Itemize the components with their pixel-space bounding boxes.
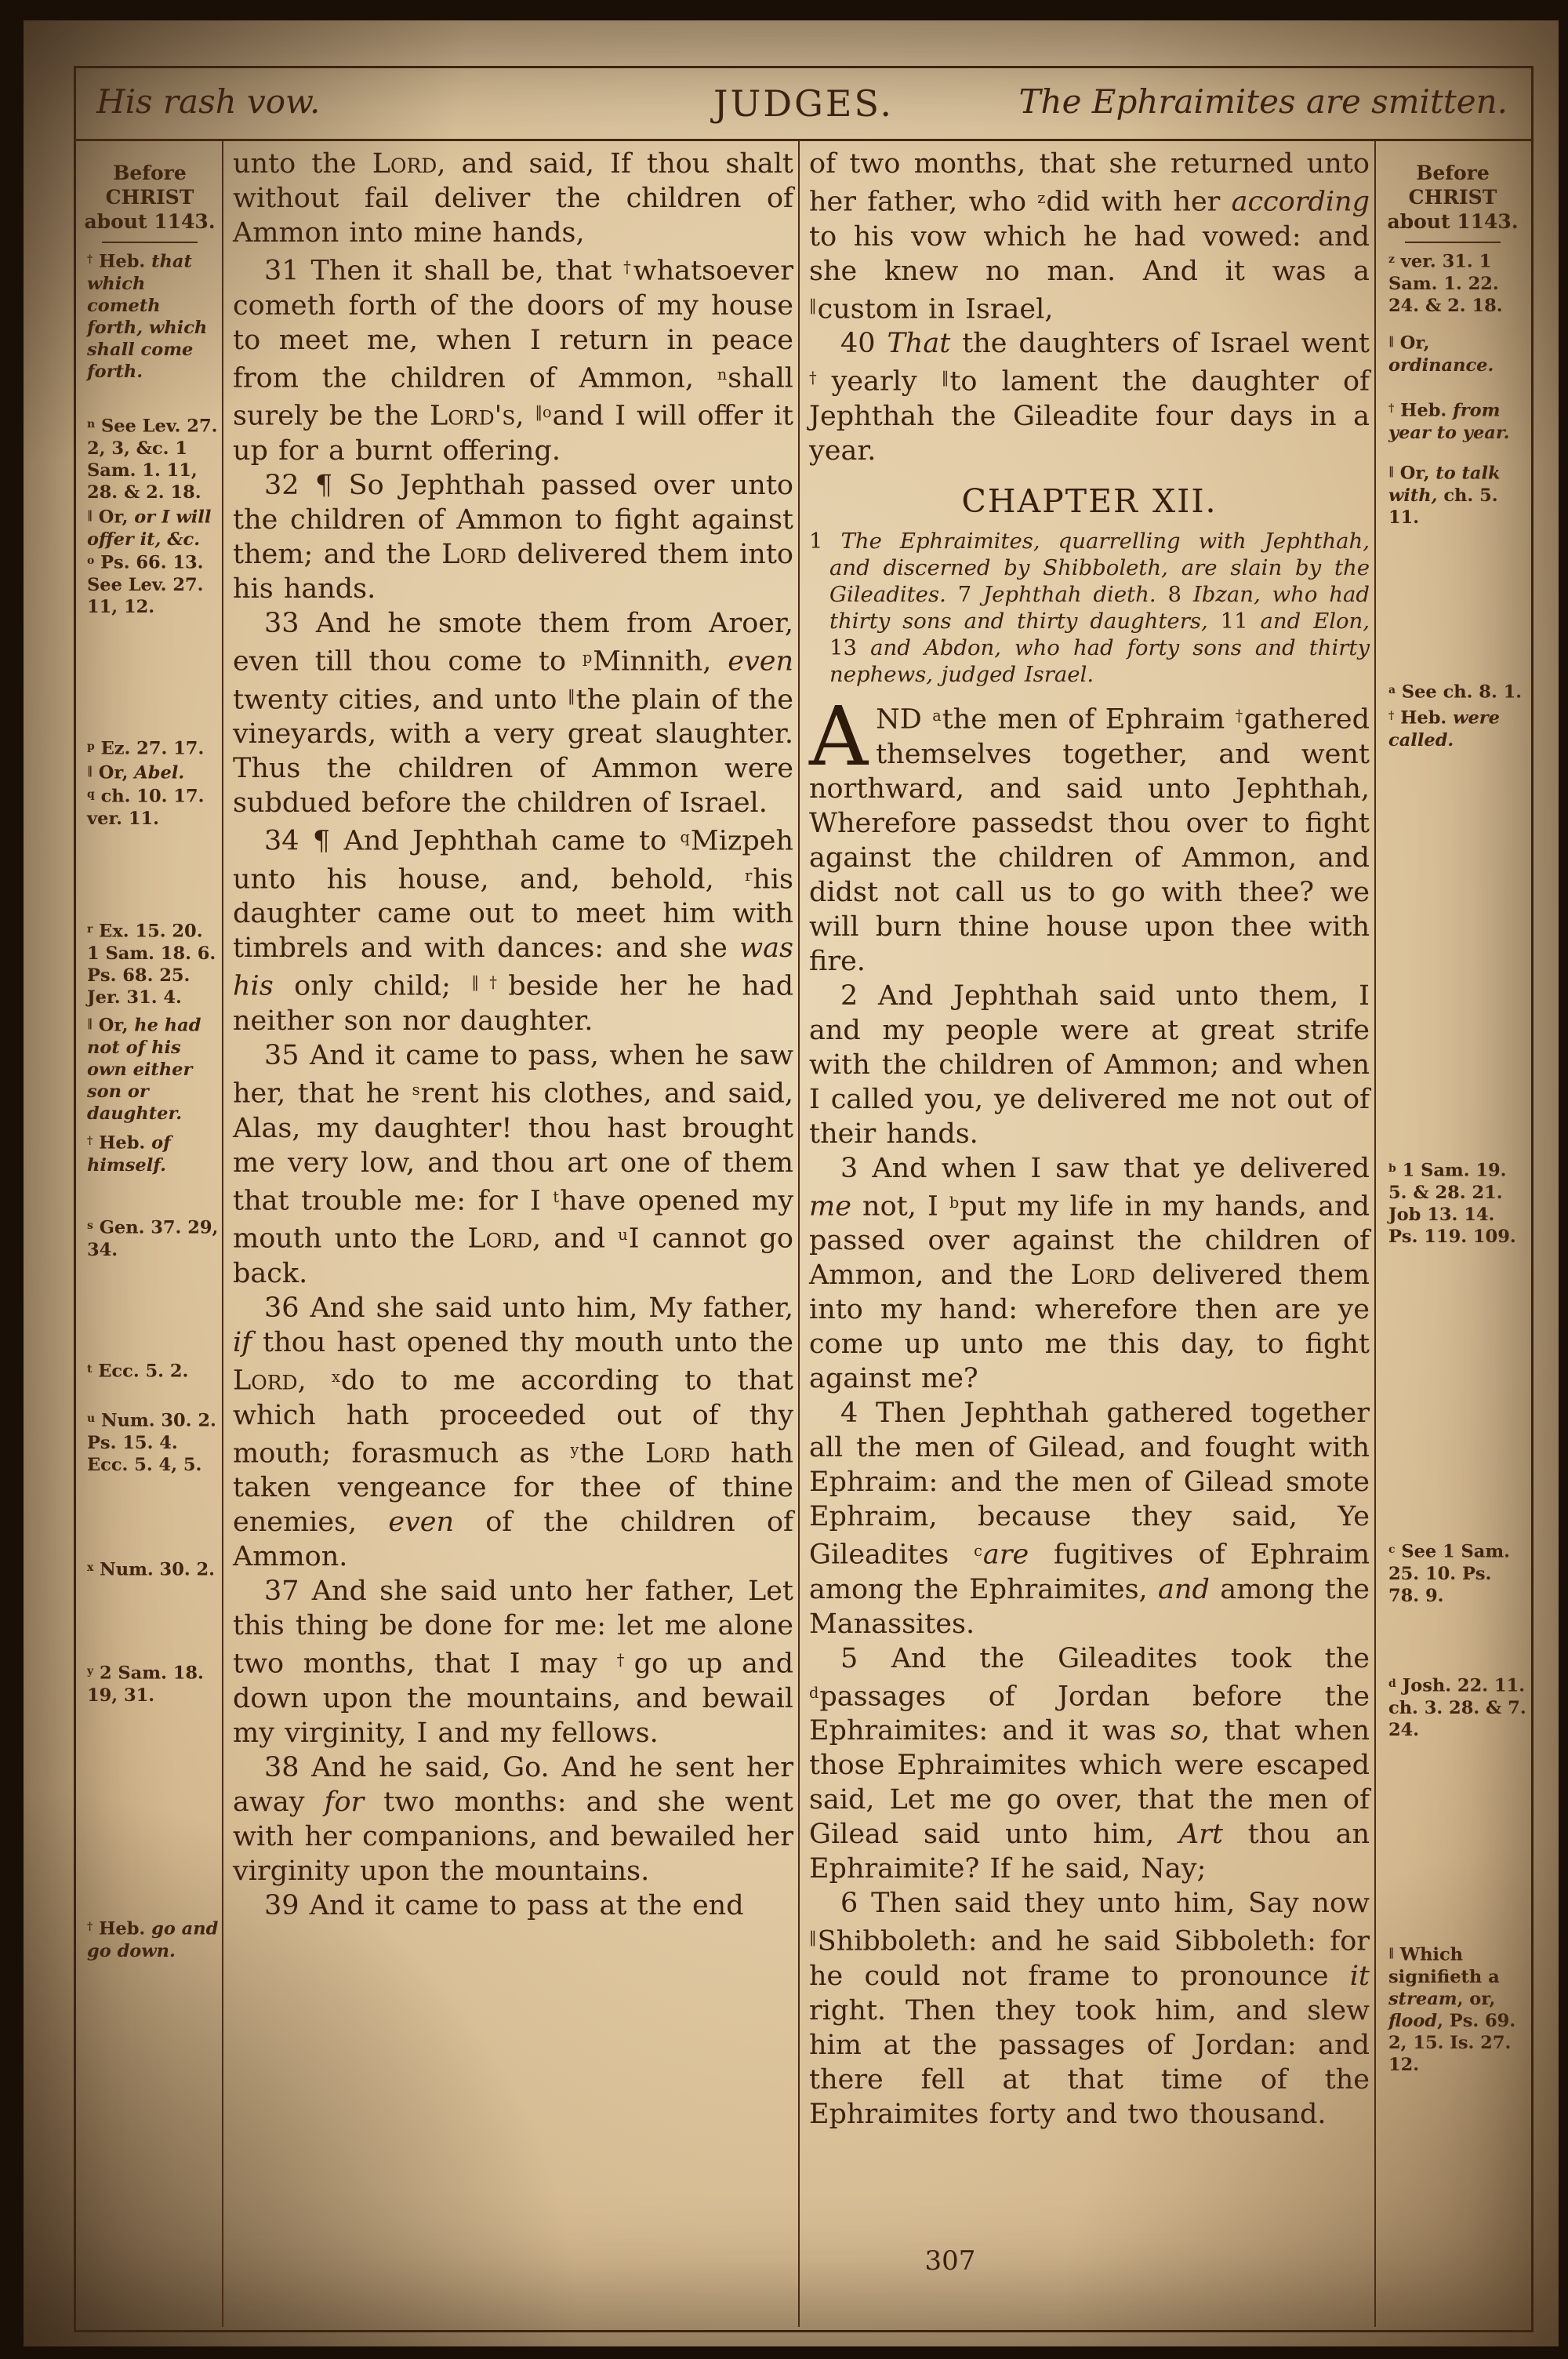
verse-39-partial: 39 And it came to pass at the end (264, 1889, 744, 1921)
drop-cap-A: A (809, 688, 869, 784)
chapter-heading: CHAPTER XII. (961, 482, 1218, 520)
verse-2: 2 And Jephthah said unto them, I and my people were at great strife with the children of Ammon; and when I called you, ye delivered me not out of their hands. (809, 980, 1370, 1150)
margin-note: ‖ Or, or I will offer it, &c. (87, 507, 212, 550)
right-margin-notes (1388, 68, 1526, 2330)
margin-note: ‖ Which signifieth a stream, or, flood, Ps. 69. 2, 15. Is. 27. 12. (1388, 1944, 1516, 2075)
verse-6: 6 Then said they unto him, Say now ‖Shibboleth: and he said Sibboleth: for he could not frame to pronounce it right. Then they took him, and slew him at the passages of Jordan: and there fell at that time of the Ephraimites forty and two thousand. (809, 1888, 1370, 2130)
book-page-photo (24, 20, 1559, 2346)
verse-30-continuation: unto the Lord, and said, If thou shalt without fail deliver the children of Ammon into mine hands, (233, 148, 793, 249)
verse-40: 40 That the daughters of Israel went †yearly ‖to lament the daughter of Jephthah the Gileadite four days in a year. (809, 328, 1370, 467)
running-head-right: The Ephraimites are smitten. (1018, 82, 1508, 121)
left-margin-notes (87, 68, 219, 2330)
margin-note: $^p$ Ez. 27. 17. (87, 738, 205, 759)
margin-note: $^a$ See ch. 8. 1. (1388, 682, 1523, 703)
running-head-left: His rash vow. (96, 82, 321, 121)
right-text-column (809, 147, 1370, 2132)
verse-32: 32 ¶ So Jephthah passed over unto the children of Ammon to fight against them; and the Lord delivered them into his hands. (233, 469, 793, 605)
running-head (76, 82, 1531, 137)
margin-note: $^c$ See 1 Sam. 25. 10. Ps. 78. 9. (1388, 1541, 1511, 1606)
bc-line: Before (113, 162, 187, 184)
margin-note: † Heb. were called. (1388, 707, 1500, 751)
verse-3: 3 And when I saw that ye delivered me not, I $^b$put my life in my hands, and passed over against the children of Ammon, and the Lord delivered them into my hand: wherefore then are ye come up unto me this day, to fight against me? (809, 1152, 1370, 1395)
column-rule-left (222, 140, 223, 2327)
margin-note: $^r$ Ex. 15. 20. 1 Sam. 18. 6. Ps. 68. 25. Jer. 31. 4. (87, 921, 216, 1008)
margin-note: $^q$ ch. 10. 17. ver. 11. (87, 786, 205, 829)
verse-35: 35 And it came to pass, when he saw her, that he $^s$rent his clothes, and said, Alas, my daughter! thou hast brought me very low, and thou art one of them that trouble me: for I $^t$have opened my mouth unto the Lord, and $^u$I cannot go back. (233, 1040, 794, 1289)
page-number: 307 (924, 2245, 976, 2277)
margin-note: ‖ Or, to talk with, ch. 5. 11. (1388, 463, 1501, 528)
verse-5: 5 And the Gileadites took the $^d$passages of Jordan before the Ephraimites: and it was so, that when those Ephraimites which were escaped said, Let me go over, that the men of Gilead said unto him, Art thou an Ephraimite? If he said, Nay; (809, 1642, 1370, 1885)
margin-note: ‖ Or, Abel. (87, 762, 185, 783)
margin-note: † Heb. from year to year. (1388, 400, 1510, 443)
verse-39-continuation: of two months, that she returned unto her father, who $^z$did with her according to his vow which he had vowed: and she knew no man. And it was a ‖custom in Israel, (809, 148, 1370, 325)
bc-line: CHRIST (105, 186, 194, 209)
margin-note: $^t$ Ecc. 5. 2. (87, 1361, 189, 1382)
margin-note: $^z$ ver. 31. 1 Sam. 1. 22. 24. & 2. 18. (1388, 251, 1503, 316)
running-head-center: JUDGES. (713, 82, 894, 125)
left-text-column (233, 147, 793, 1923)
verse-37: 37 And she said unto her father, Let this thing be done for me: let me alone two months, that I may †go up and down upon the mountains, and bewail my virginity, I and my fellows. (233, 1576, 793, 1749)
bc-line: about 1143. (1387, 210, 1519, 233)
bc-line: about 1143. (84, 210, 216, 233)
bc-line: CHRIST (1408, 186, 1497, 209)
margin-note: ‖ Or, ordinance. (1388, 333, 1494, 376)
verse-31: 31 Then it shall be, that †whatsoever cometh forth of the doors of my house to meet me, when I return in peace from the children of Ammon, $^n$shall surely be the Lord's, $^{‖o}$and I will offer it up for a burnt offering. (233, 255, 794, 467)
bc-line: Before (1416, 162, 1490, 184)
margin-note: $^b$ 1 Sam. 19. 5. & 28. 21. Job 13. 14. Ps. 119. 109. (1388, 1160, 1516, 1247)
margin-note: $^n$ See Lev. 27. 2, 3, &c. 1 Sam. 1. 11, 28. & 2. 18. (87, 416, 218, 503)
margin-note: † Heb. go and go down. (87, 1918, 219, 1961)
column-rule-center (798, 140, 800, 2327)
margin-note: $^s$ Gen. 37. 29, 34. (87, 1217, 219, 1260)
verse-1-dropcap: AND $^a$the men of Ephraim †gathered themselves together, and went northward, and said unto Jephthah, Wherefore passedst thou over to fight against the children of Ammon, and didst not call us to go with thee? we will burn thine house upon thee with fire. (809, 688, 1370, 977)
page-sheet (74, 66, 1534, 2332)
header-rule (75, 139, 1532, 141)
verse-4: 4 Then Jephthah gathered together all the men of Gilead, and fought with Ephraim: and the men of Gilead smote Ephraim, because they said, Ye Gileadites $^c$are fugitives of Ephraim among the Ephraimites, and among the Manassites. (809, 1398, 1370, 1640)
chapter-summary: 1 The Ephraimites, quarrelling with Jephthah, and discerned by Shibboleth, are slain by the Gileadites. 7 Jephthah dieth. 8 Ibzan, who had thirty sons and thirty daughters, 11 and Elon, 13 and Abdon, who had forty sons and thirty nephews, judged Israel. (809, 528, 1370, 687)
margin-note: $^o$ Ps. 66. 13. See Lev. 27. 11, 12. (87, 552, 204, 617)
margin-note: $^d$ Josh. 22. 11. ch. 3. 28. & 7. 24. (1388, 1675, 1526, 1740)
verse-34: 34 ¶ And Jephthah came to $^q$Mizpeh unto his house, and, behold, $^r$his daughter came out to meet him with timbrels and with dances: and she was his only child; ‖†beside her he had neither son nor daughter. (233, 825, 794, 1037)
margin-note: $^u$ Num. 30. 2. Ps. 15. 4. Ecc. 5. 4, 5. (87, 1410, 216, 1475)
column-rule-right (1374, 140, 1376, 2327)
verse-36: 36 And she said unto him, My father, if thou hast opened thy mouth unto the Lord, $^x$do to me according to that which hath proceeded out of thy mouth; forasmuch as $^y$the Lord hath taken vengeance for thee of thine enemies, even of the children of Ammon. (233, 1292, 793, 1573)
margin-note: $^x$ Num. 30. 2. (87, 1559, 216, 1580)
margin-note: $^y$ 2 Sam. 18. 19, 31. (87, 1663, 204, 1706)
margin-note: ‖ Or, he had not of his own either son or daughter. (87, 1015, 201, 1124)
verse-33: 33 And he smote them from Aroer, even till thou come to $^p$Minnith, even twenty cities, and unto ‖the plain of the vineyards, with a very great slaughter. Thus the children of Ammon were subdued before the children of Israel. (233, 607, 793, 820)
verse-38: 38 And he said, Go. And he sent her away for two months: and she went with her companions, and bewailed her virginity upon the mountains. (233, 1751, 793, 1887)
margin-note: † Heb. that which cometh forth, which shall come forth. (87, 251, 208, 382)
margin-note: † Heb. of himself. (87, 1132, 171, 1176)
